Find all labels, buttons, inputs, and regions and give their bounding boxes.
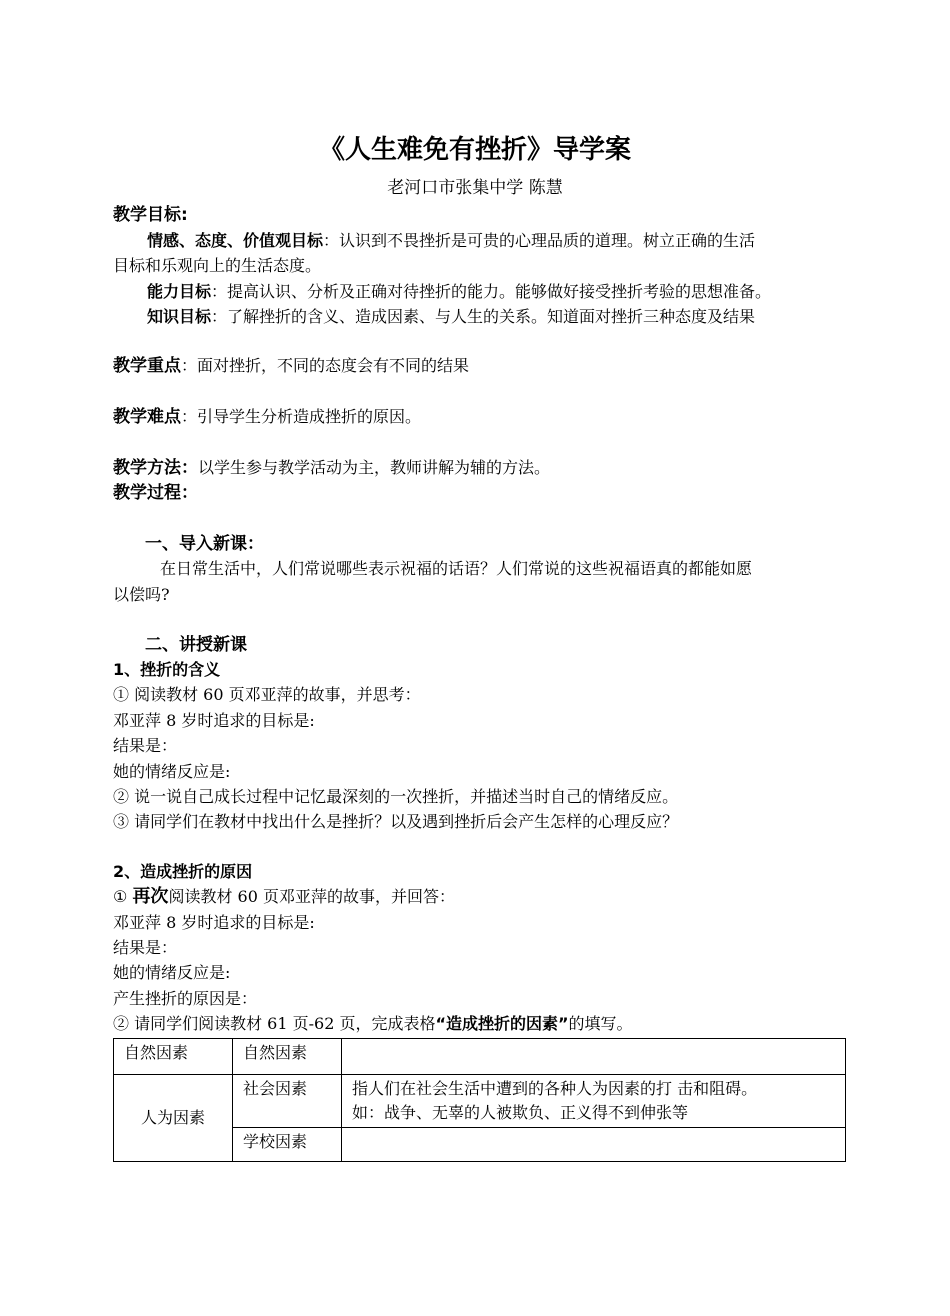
part2-heading-text: 造成挫折的原因 (140, 862, 253, 881)
table-cell: 自然因素 (114, 1039, 233, 1075)
knowledge-objective-label: 知识目标 (147, 307, 212, 326)
difficulty-label: 教学难点 (113, 407, 181, 427)
part2-item: 产生挫折的原因是： (113, 989, 258, 1008)
part1-item: 她的情绪反应是: (113, 762, 231, 781)
emotion-objective-text: ：认识到不畏挫折是可贵的心理品质的道理。树立正确的生活 (323, 231, 756, 250)
emotion-objective-continued: 目标和乐观向上的生活态度。 (113, 256, 322, 275)
lesson-heading: 二、讲授新课 (145, 635, 247, 655)
intro-text: 在日常生活中，人们常说哪些表示祝福的话语？人们常说的这些祝福语真的都能如愿 (160, 559, 753, 578)
table-cell-social-description (342, 1075, 846, 1128)
document-title: 《人生难免有挫折》导学案 (318, 135, 631, 165)
part1-item: 结果是： (113, 736, 178, 755)
process-heading: 教学过程： (113, 483, 198, 503)
key-point-text: ：面对挫折，不同的态度会有不同的结果 (181, 356, 470, 375)
key-point-label: 教学重点 (113, 356, 181, 376)
table-cell (342, 1039, 846, 1075)
part2-heading (113, 861, 252, 883)
part1-heading (113, 659, 220, 681)
method-text: 以学生参与教学活动为主，教师讲解为辅的方法。 (198, 458, 551, 477)
difficulty-text: ：引导学生分析造成挫折的原因。 (181, 407, 422, 426)
table-intro-emphasis: “造成挫折的因素” (435, 1014, 569, 1033)
part1-heading-number: 1、 (113, 660, 141, 679)
part1-item: ① 阅读教材 60 页邓亚萍的故事，并思考： (113, 685, 421, 704)
part2-emphasis: 再次 (132, 886, 169, 907)
social-description-line: 指人们在社会生活中遭到的各种人为因素的打 击和阻碍。 (352, 1079, 758, 1098)
table-row (114, 1075, 846, 1128)
knowledge-objective-text: ：了解挫折的含义、造成因素、与人生的关系。知道面对挫折三种态度及结果 (211, 307, 756, 326)
part2-first-item (113, 886, 455, 908)
method-label: 教学方法： (113, 458, 198, 478)
part2-item: 结果是： (113, 938, 178, 957)
table-intro-suffix: 的填写。 (568, 1014, 633, 1033)
table-intro (113, 1013, 633, 1035)
factors-table (113, 1038, 846, 1162)
table-cell: 自然因素 (233, 1039, 342, 1075)
document-author: 老河口市张集中学 陈慧 (387, 178, 563, 198)
knowledge-objective-line (147, 306, 755, 328)
part1-item: ② 说一说自己成长过程中记忆最深刻的一次挫折，并描述当时自己的情绪反应。 (113, 787, 679, 806)
part2-first-item-number: ① (113, 887, 133, 906)
ability-objective-line (147, 281, 771, 303)
table-cell: 学校因素 (233, 1128, 342, 1162)
intro-heading: 一、导入新课： (145, 534, 264, 554)
table-cell: 社会因素 (233, 1075, 342, 1128)
part2-item: 她的情绪反应是: (113, 963, 231, 982)
part1-item: ③ 请同学们在教材中找出什么是挫折？以及遇到挫折后会产生怎样的心理反应？ (113, 812, 679, 831)
objectives-heading: 教学目标: (113, 205, 188, 225)
intro-text-continued: 以偿吗? (113, 585, 170, 604)
emotion-objective-label: 情感、态度、价值观目标 (147, 231, 324, 250)
method-line (113, 457, 550, 479)
table-cell-human-factors: 人为因素 (114, 1075, 233, 1162)
difficulty-line (113, 406, 421, 428)
table-intro-prefix: ② 请同学们阅读教材 61 页-62 页，完成表格 (113, 1014, 436, 1033)
table-row (114, 1039, 846, 1075)
part1-item: 邓亚萍 8 岁时追求的目标是: (113, 711, 315, 730)
key-point-line (113, 355, 469, 377)
part2-item: 邓亚萍 8 岁时追求的目标是: (113, 913, 315, 932)
part1-heading-text: 挫折的含义 (140, 660, 221, 679)
social-description-line: 如：战争、无辜的人被欺负、正义得不到伸张等 (352, 1103, 689, 1122)
part2-heading-number: 2、 (113, 862, 141, 881)
ability-objective-label: 能力目标 (147, 282, 212, 301)
part2-first-item-text: 阅读教材 60 页邓亚萍的故事，并回答： (168, 887, 455, 906)
emotion-objective-line (147, 230, 755, 252)
ability-objective-text: ：提高认识、分析及正确对待挫折的能力。能够做好接受挫折考验的思想准备。 (211, 282, 772, 301)
table-cell (342, 1128, 846, 1162)
